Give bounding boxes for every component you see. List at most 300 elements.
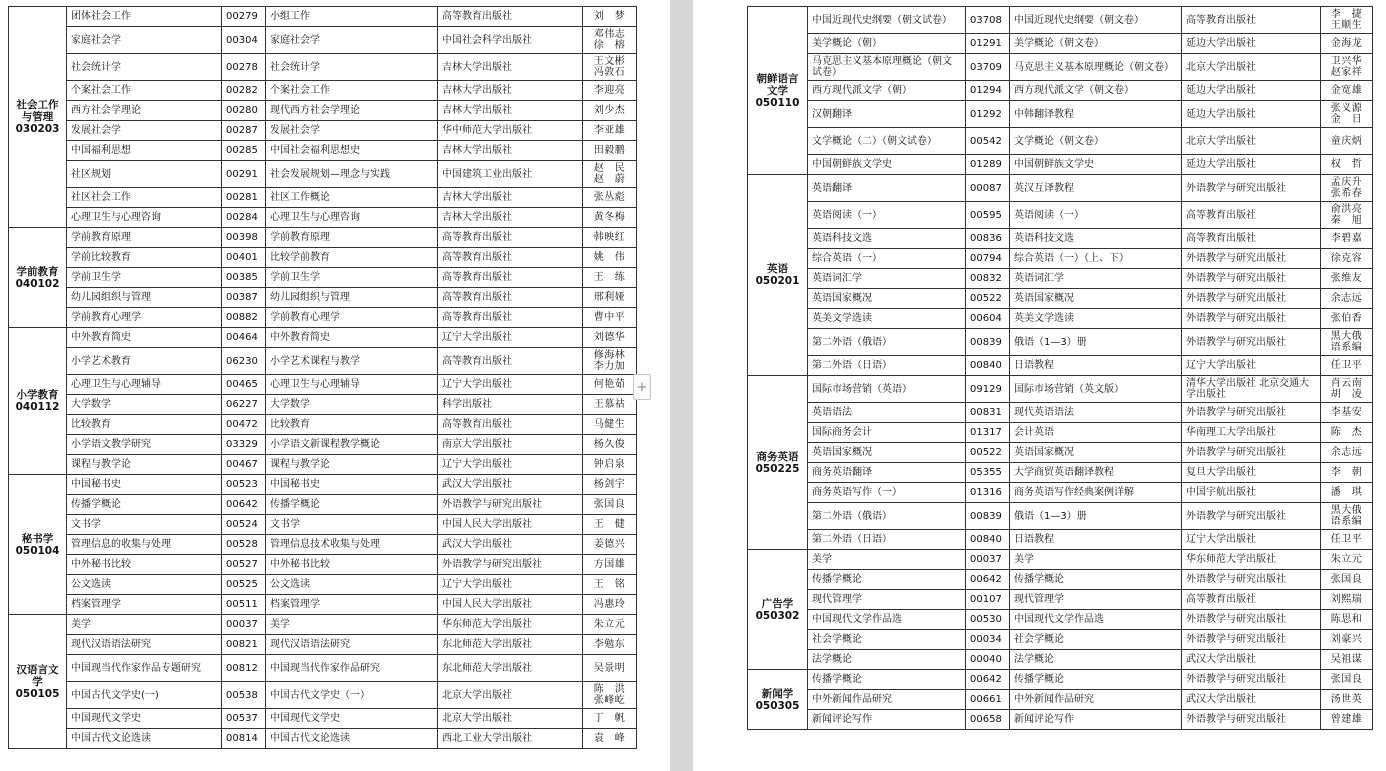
author-cell: 俞洪亮 秦 旭 [1321, 202, 1373, 229]
code-cell: 00291 [222, 161, 266, 188]
publisher-cell: 高等教育出版社 [438, 248, 583, 268]
course-cell: 文学概论（二）（朝文试卷） [808, 128, 966, 155]
course-cell: 幼儿园组织与管理 [67, 288, 222, 308]
publisher-cell: 高等教育出版社 [438, 7, 583, 27]
course-cell: 马克思主义基本原理概论（朝文试卷） [808, 54, 966, 81]
table-row [748, 610, 1373, 630]
author-cell: 卫兴华 赵家祥 [1321, 54, 1373, 81]
author-cell: 黑大俄 语系编 [1321, 503, 1373, 530]
author-cell: 余志远 [1321, 289, 1373, 309]
table-row [9, 81, 637, 101]
author-cell: 任卫平 [1321, 530, 1373, 550]
table-row [748, 443, 1373, 463]
publisher-cell: 复旦大学出版社 [1182, 463, 1321, 483]
author-cell: 方国雄 [583, 555, 637, 575]
code-cell: 00523 [222, 475, 266, 495]
table-row [9, 635, 637, 655]
textbook-cell: 学前教育原理 [266, 228, 438, 248]
major-cell [748, 7, 808, 175]
table-row [748, 34, 1373, 54]
code-cell: 00538 [222, 682, 266, 709]
course-cell: 英语语法 [808, 403, 966, 423]
author-cell: 孟庆升 张希春 [1321, 175, 1373, 202]
code-cell: 00037 [966, 550, 1010, 570]
code-cell: 00387 [222, 288, 266, 308]
table-row [748, 229, 1373, 249]
textbook-cell: 日语教程 [1010, 356, 1182, 376]
publisher-cell: 辽宁大学出版社 [438, 328, 583, 348]
course-cell: 中外秘书比较 [67, 555, 222, 575]
page-gutter [670, 0, 693, 771]
course-cell: 传播学概论 [808, 670, 966, 690]
major-code: 050110 [755, 96, 800, 109]
textbook-cell: 社区工作概论 [266, 188, 438, 208]
code-cell: 00595 [966, 202, 1010, 229]
code-cell: 06227 [222, 395, 266, 415]
publisher-cell: 吉林大学出版社 [438, 141, 583, 161]
code-cell: 00285 [222, 141, 266, 161]
author-cell: 修海林 李力加 [583, 348, 637, 375]
course-cell: 西方现代派文学（朝） [808, 81, 966, 101]
textbook-cell: 发展社会学 [266, 121, 438, 141]
code-cell: 00467 [222, 455, 266, 475]
author-cell: 徐克容 [1321, 249, 1373, 269]
textbook-cell: 幼儿园组织与管理 [266, 288, 438, 308]
textbook-cell: 英语词汇学 [1010, 269, 1182, 289]
author-cell: 刘豪兴 [1321, 630, 1373, 650]
table-row [748, 503, 1373, 530]
table-row [748, 54, 1373, 81]
code-cell: 01294 [966, 81, 1010, 101]
textbook-cell: 中国现代文学作品选 [1010, 610, 1182, 630]
major-cell [9, 328, 67, 475]
course-cell: 中国秘书史 [67, 475, 222, 495]
major-cell [9, 228, 67, 328]
code-cell: 00831 [966, 403, 1010, 423]
author-cell: 马健生 [583, 415, 637, 435]
publisher-cell: 高等教育出版社 [1182, 7, 1321, 34]
author-cell: 黄冬梅 [583, 208, 637, 228]
course-cell: 汉朝翻译 [808, 101, 966, 128]
major-name: 秘书学 [21, 532, 54, 545]
textbook-cell: 小组工作 [266, 7, 438, 27]
code-cell: 00037 [222, 615, 266, 635]
publisher-cell: 吉林大学出版社 [438, 208, 583, 228]
textbook-cell: 中国朝鲜族文学史 [1010, 155, 1182, 175]
code-cell: 00107 [966, 590, 1010, 610]
left-exam-table [8, 6, 637, 749]
publisher-cell: 高等教育出版社 [438, 308, 583, 328]
publisher-cell: 吉林大学出版社 [438, 54, 583, 81]
publisher-cell: 华南理工大学出版社 [1182, 423, 1321, 443]
textbook-cell: 小学语文新课程教学概论 [266, 435, 438, 455]
author-cell: 李迎亮 [583, 81, 637, 101]
author-cell: 王 铭 [583, 575, 637, 595]
textbook-cell: 社会发展规划—理念与实践 [266, 161, 438, 188]
table-row [748, 356, 1373, 376]
textbook-cell: 英语国家概况 [1010, 289, 1182, 309]
table-row [9, 27, 637, 54]
course-cell: 中国古代文论选读 [67, 729, 222, 749]
table-row [9, 141, 637, 161]
publisher-cell: 外语教学与研究出版社 [1182, 503, 1321, 530]
author-cell: 刘熙瑞 [1321, 590, 1373, 610]
textbook-cell: 档案管理学 [266, 595, 438, 615]
major-code: 050104 [15, 544, 60, 557]
course-cell: 英语科技文选 [808, 229, 966, 249]
publisher-cell: 外语教学与研究出版社 [1182, 309, 1321, 329]
author-cell: 张国良 [1321, 570, 1373, 590]
publisher-cell: 北京大学出版社 [438, 709, 583, 729]
table-row [9, 308, 637, 328]
course-cell: 档案管理学 [67, 595, 222, 615]
major-cell [748, 175, 808, 376]
publisher-cell: 高等教育出版社 [1182, 229, 1321, 249]
course-cell: 传播学概论 [808, 570, 966, 590]
course-cell: 课程与教学论 [67, 455, 222, 475]
author-cell: 何艳茹 [583, 375, 637, 395]
code-cell: 00604 [966, 309, 1010, 329]
table-row [9, 248, 637, 268]
publisher-cell: 清华大学出版社 北京交通大学出版社 [1182, 376, 1321, 403]
publisher-cell: 北京大学出版社 [438, 682, 583, 709]
textbook-cell: 商务英语写作经典案例详解 [1010, 483, 1182, 503]
code-cell: 00304 [222, 27, 266, 54]
textbook-cell: 传播学概论 [1010, 670, 1182, 690]
table-row [748, 175, 1373, 202]
textbook-cell: 中外教育简史 [266, 328, 438, 348]
code-cell: 00642 [222, 495, 266, 515]
textbook-cell: 现代管理学 [1010, 590, 1182, 610]
code-cell: 00839 [966, 503, 1010, 530]
publisher-cell: 中国人民大学出版社 [438, 515, 583, 535]
textbook-cell: 中国古代文学史（一） [266, 682, 438, 709]
textbook-cell: 课程与教学论 [266, 455, 438, 475]
course-cell: 现代管理学 [808, 590, 966, 610]
author-cell: 陈思和 [1321, 610, 1373, 630]
publisher-cell: 高等教育出版社 [438, 348, 583, 375]
textbook-cell: 学前卫生学 [266, 268, 438, 288]
publisher-cell: 武汉大学出版社 [438, 535, 583, 555]
publisher-cell: 延边大学出版社 [1182, 34, 1321, 54]
course-cell: 英美文学选读 [808, 309, 966, 329]
course-cell: 中国朝鲜族文学史 [808, 155, 966, 175]
publisher-cell: 北京大学出版社 [1182, 128, 1321, 155]
major-cell [748, 550, 808, 670]
course-cell: 学前卫生学 [67, 268, 222, 288]
table-row [748, 309, 1373, 329]
course-cell: 美学 [67, 615, 222, 635]
publisher-cell: 延边大学出版社 [1182, 101, 1321, 128]
table-row [9, 435, 637, 455]
publisher-cell: 华东师范大学出版社 [438, 615, 583, 635]
code-cell: 00642 [966, 570, 1010, 590]
code-cell: 00287 [222, 121, 266, 141]
course-cell: 社会学概论 [808, 630, 966, 650]
course-cell: 传播学概论 [67, 495, 222, 515]
table-row [9, 595, 637, 615]
course-cell: 美学概论（朝） [808, 34, 966, 54]
code-cell: 00279 [222, 7, 266, 27]
table-row [748, 650, 1373, 670]
author-cell: 冯惠玲 [583, 595, 637, 615]
course-cell: 团体社会工作 [67, 7, 222, 27]
code-cell: 06230 [222, 348, 266, 375]
textbook-cell: 文学概论（朝文卷） [1010, 128, 1182, 155]
add-column-handle[interactable]: + [633, 374, 651, 400]
publisher-cell: 辽宁大学出版社 [1182, 356, 1321, 376]
code-cell: 00528 [222, 535, 266, 555]
textbook-cell: 公文选读 [266, 575, 438, 595]
table-row [9, 475, 637, 495]
code-cell: 09129 [966, 376, 1010, 403]
author-cell: 童庆炳 [1321, 128, 1373, 155]
major-code: 050201 [755, 275, 800, 287]
author-cell: 邓伟志 徐 榕 [583, 27, 637, 54]
table-row [9, 101, 637, 121]
table-row [9, 228, 637, 248]
table-row [748, 269, 1373, 289]
table-row [748, 483, 1373, 503]
textbook-cell: 传播学概论 [266, 495, 438, 515]
code-cell: 00794 [966, 249, 1010, 269]
author-cell: 金海龙 [1321, 34, 1373, 54]
course-cell: 比较教育 [67, 415, 222, 435]
course-cell: 综合英语（一） [808, 249, 966, 269]
publisher-cell: 武汉大学出版社 [1182, 650, 1321, 670]
code-cell: 00280 [222, 101, 266, 121]
author-cell: 杨剑宇 [583, 475, 637, 495]
author-cell: 张义源 金 日 [1321, 101, 1373, 128]
course-cell: 第二外语（俄语） [808, 329, 966, 356]
textbook-cell: 个案社会工作 [266, 81, 438, 101]
author-cell: 金宽雄 [1321, 81, 1373, 101]
course-cell: 大学数学 [67, 395, 222, 415]
code-cell: 00542 [966, 128, 1010, 155]
author-cell: 王慕祜 [583, 395, 637, 415]
code-cell: 00840 [966, 356, 1010, 376]
textbook-cell: 大学数学 [266, 395, 438, 415]
course-cell: 现代汉语语法研究 [67, 635, 222, 655]
code-cell: 01291 [966, 34, 1010, 54]
textbook-cell: 比较学前教育 [266, 248, 438, 268]
textbook-cell: 学前教育心理学 [266, 308, 438, 328]
publisher-cell: 外语教学与研究出版社 [1182, 403, 1321, 423]
publisher-cell: 高等教育出版社 [1182, 590, 1321, 610]
publisher-cell: 辽宁大学出版社 [438, 575, 583, 595]
code-cell: 00284 [222, 208, 266, 228]
textbook-cell: 社会统计学 [266, 54, 438, 81]
table-row [748, 376, 1373, 403]
table-row [748, 155, 1373, 175]
author-cell: 钟启泉 [583, 455, 637, 475]
course-cell: 中国现当代作家作品专题研究 [67, 655, 222, 682]
table-row [748, 670, 1373, 690]
course-cell: 学前比较教育 [67, 248, 222, 268]
table-row [9, 188, 637, 208]
table-row [9, 395, 637, 415]
author-cell: 曹中平 [583, 308, 637, 328]
course-cell: 社会统计学 [67, 54, 222, 81]
major-code: 050105 [15, 687, 60, 700]
major-cell [748, 376, 808, 550]
code-cell: 00472 [222, 415, 266, 435]
code-cell: 00464 [222, 328, 266, 348]
course-cell: 中国福利思想 [67, 141, 222, 161]
publisher-cell: 辽宁大学出版社 [1182, 530, 1321, 550]
table-row [748, 690, 1373, 710]
code-cell: 00385 [222, 268, 266, 288]
code-cell: 00278 [222, 54, 266, 81]
course-cell: 英语国家概况 [808, 443, 966, 463]
course-cell: 国际商务会计 [808, 423, 966, 443]
course-cell: 商务英语翻译 [808, 463, 966, 483]
major-code: 030203 [15, 123, 60, 135]
table-row [9, 161, 637, 188]
course-cell: 商务英语写作（一） [808, 483, 966, 503]
major-name: 学前教育 [16, 265, 59, 278]
course-cell: 英语词汇学 [808, 269, 966, 289]
publisher-cell: 中国宇航出版社 [1182, 483, 1321, 503]
major-name: 小学教育 [16, 389, 59, 401]
publisher-cell: 辽宁大学出版社 [438, 375, 583, 395]
table-row [748, 81, 1373, 101]
table-row [9, 682, 637, 709]
publisher-cell: 延边大学出版社 [1182, 155, 1321, 175]
table-row [748, 249, 1373, 269]
textbook-cell: 英语阅读（一） [1010, 202, 1182, 229]
major-cell [9, 7, 67, 228]
table-row [748, 403, 1373, 423]
author-cell: 余志远 [1321, 443, 1373, 463]
code-cell: 00839 [966, 329, 1010, 356]
table-row [748, 101, 1373, 128]
textbook-cell: 英汉互译教程 [1010, 175, 1182, 202]
textbook-cell: 现代英语语法 [1010, 403, 1182, 423]
author-cell: 姜德兴 [583, 535, 637, 555]
table-row [9, 208, 637, 228]
course-cell: 文书学 [67, 515, 222, 535]
table-row [9, 375, 637, 395]
course-cell: 心理卫生与心理咨询 [67, 208, 222, 228]
table-row [9, 54, 637, 81]
publisher-cell: 外语教学与研究出版社 [1182, 249, 1321, 269]
code-cell: 03708 [966, 7, 1010, 34]
major-code: 050302 [755, 609, 800, 622]
textbook-cell: 英语科技文选 [1010, 229, 1182, 249]
textbook-cell: 综合英语（一）（上、下） [1010, 249, 1182, 269]
author-cell: 朱立元 [1321, 550, 1373, 570]
table-row [9, 121, 637, 141]
textbook-cell: 中国近现代史纲要（朝文卷） [1010, 7, 1182, 34]
author-cell: 张国良 [583, 495, 637, 515]
author-cell: 丁 帆 [583, 709, 637, 729]
publisher-cell: 高等教育出版社 [438, 415, 583, 435]
author-cell: 李 捷 王顺生 [1321, 7, 1373, 34]
course-cell: 英语阅读（一） [808, 202, 966, 229]
textbook-cell: 现代汉语语法研究 [266, 635, 438, 655]
table-row [748, 7, 1373, 34]
publisher-cell: 西北工业大学出版社 [438, 729, 583, 749]
publisher-cell: 吉林大学出版社 [438, 188, 583, 208]
textbook-cell: 社会学概论 [1010, 630, 1182, 650]
author-cell: 吴祖谋 [1321, 650, 1373, 670]
author-cell: 王 练 [583, 268, 637, 288]
publisher-cell: 科学出版社 [438, 395, 583, 415]
textbook-cell: 心理卫生与心理辅导 [266, 375, 438, 395]
course-cell: 中国现代文学作品选 [808, 610, 966, 630]
publisher-cell: 外语教学与研究出版社 [1182, 443, 1321, 463]
textbook-cell: 管理信息技术收集与处理 [266, 535, 438, 555]
table-row [748, 423, 1373, 443]
author-cell: 曾建雄 [1321, 710, 1373, 730]
author-cell: 姚 伟 [583, 248, 637, 268]
course-cell: 管理信息的收集与处理 [67, 535, 222, 555]
textbook-cell: 中外新闻作品研究 [1010, 690, 1182, 710]
table-row [9, 7, 637, 27]
table-row [9, 415, 637, 435]
code-cell: 00812 [222, 655, 266, 682]
course-cell: 学前教育心理学 [67, 308, 222, 328]
publisher-cell: 外语教学与研究出版社 [1182, 670, 1321, 690]
author-cell: 陈 杰 [1321, 423, 1373, 443]
course-cell: 小学语文教学研究 [67, 435, 222, 455]
author-cell: 潘 琪 [1321, 483, 1373, 503]
code-cell: 00840 [966, 530, 1010, 550]
course-cell: 中国古代文学史(一) [67, 682, 222, 709]
author-cell: 韩映红 [583, 228, 637, 248]
table-row [9, 288, 637, 308]
textbook-cell: 传播学概论 [1010, 570, 1182, 590]
textbook-cell: 日语教程 [1010, 530, 1182, 550]
code-cell: 00522 [966, 443, 1010, 463]
author-cell: 袁 峰 [583, 729, 637, 749]
author-cell: 李 朝 [1321, 463, 1373, 483]
textbook-cell: 中外秘书比较 [266, 555, 438, 575]
course-cell: 个案社会工作 [67, 81, 222, 101]
table-row [9, 575, 637, 595]
major-name: 汉语言文学 [16, 663, 59, 688]
course-cell: 法学概论 [808, 650, 966, 670]
table-row [9, 455, 637, 475]
author-cell: 赵 民 赵 蔚 [583, 161, 637, 188]
textbook-cell: 会计英语 [1010, 423, 1182, 443]
table-row [748, 710, 1373, 730]
course-cell: 中外新闻作品研究 [808, 690, 966, 710]
table-row [748, 570, 1373, 590]
table-row [9, 495, 637, 515]
course-cell: 公文选读 [67, 575, 222, 595]
publisher-cell: 外语教学与研究出版社 [1182, 630, 1321, 650]
publisher-cell: 外语教学与研究出版社 [1182, 710, 1321, 730]
right-exam-table [747, 6, 1373, 730]
publisher-cell: 高等教育出版社 [438, 288, 583, 308]
textbook-cell: 中国现当代作家作品研究 [266, 655, 438, 682]
author-cell: 张维友 [1321, 269, 1373, 289]
course-cell: 社区规划 [67, 161, 222, 188]
textbook-cell: 美学 [1010, 550, 1182, 570]
author-cell: 张丛彪 [583, 188, 637, 208]
course-cell: 美学 [808, 550, 966, 570]
author-cell: 李碧嘉 [1321, 229, 1373, 249]
code-cell: 00882 [222, 308, 266, 328]
publisher-cell: 中国建筑工业出版社 [438, 161, 583, 188]
author-cell: 李勉东 [583, 635, 637, 655]
publisher-cell: 外语教学与研究出版社 [438, 555, 583, 575]
code-cell: 00511 [222, 595, 266, 615]
publisher-cell: 延边大学出版社 [1182, 81, 1321, 101]
code-cell: 00522 [966, 289, 1010, 309]
